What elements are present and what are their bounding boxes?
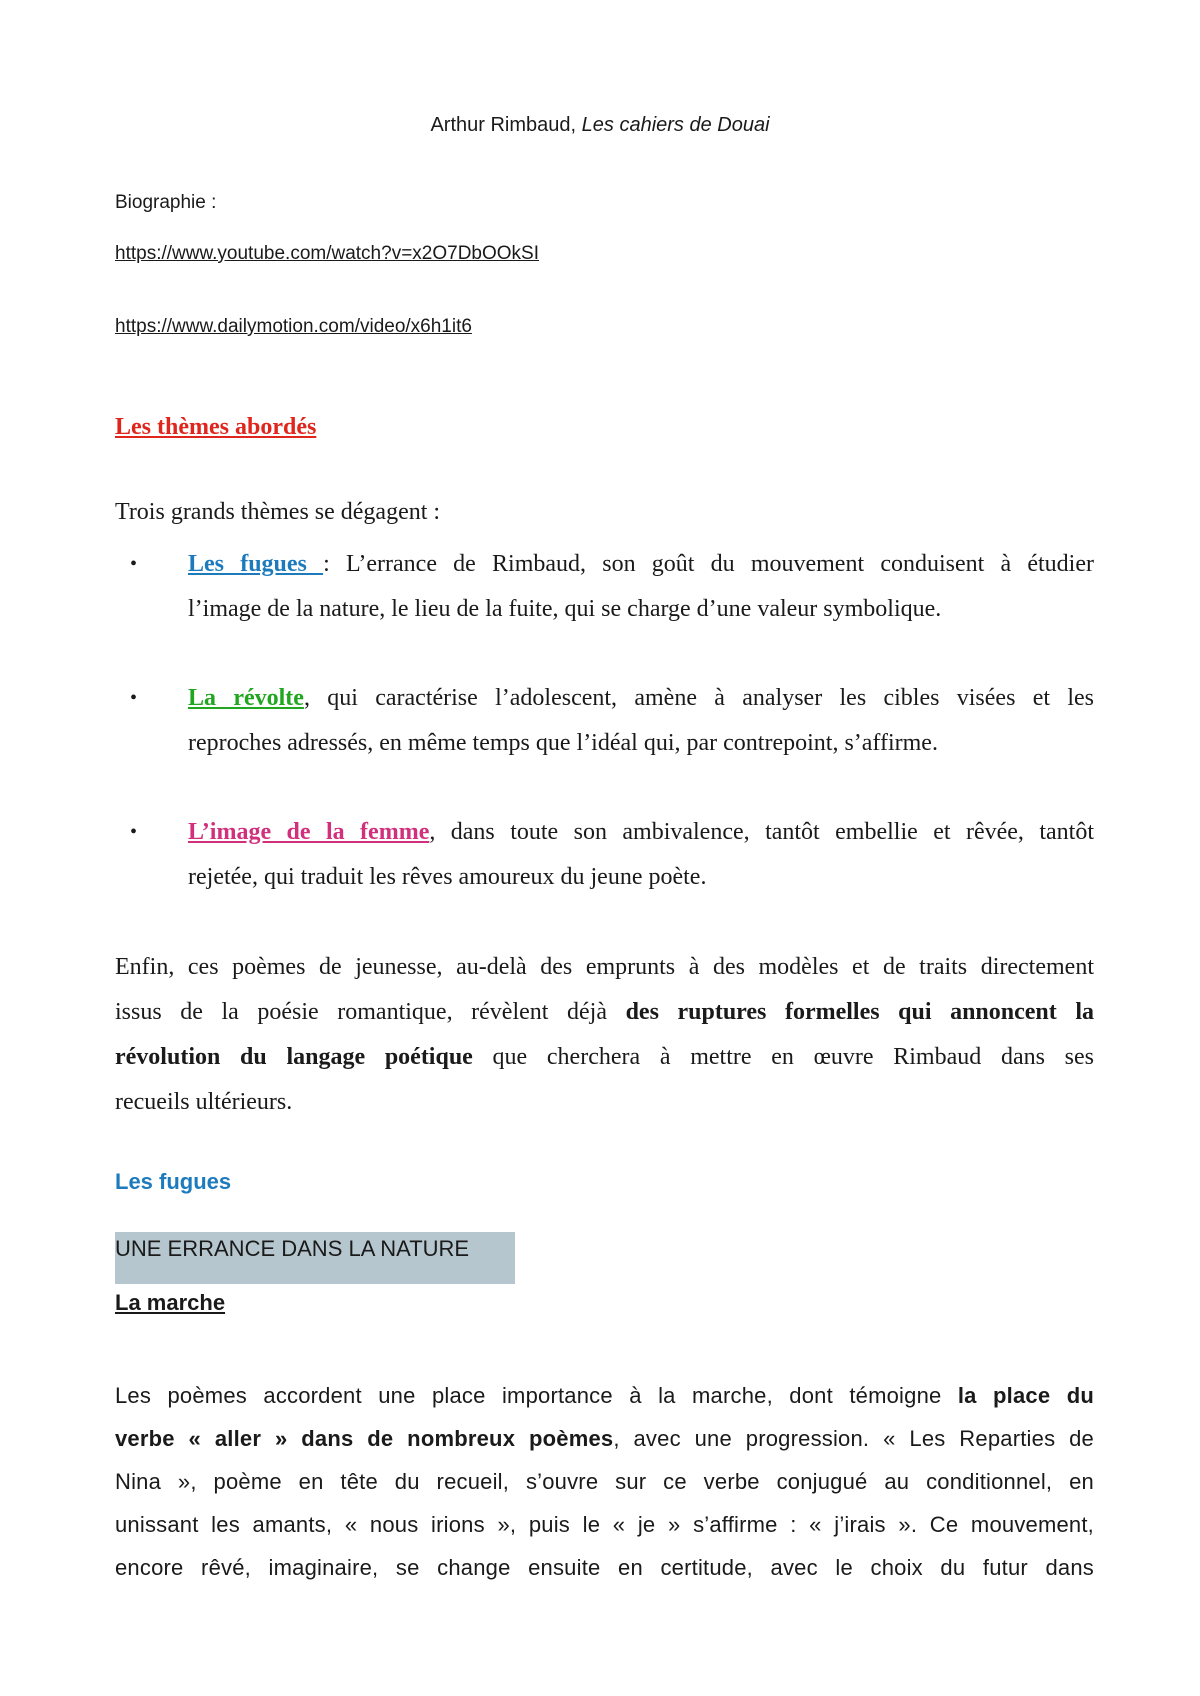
emphasis-text: révolution du langage poétique xyxy=(115,1044,473,1070)
youtube-link[interactable]: https://www.youtube.com/watch?v=x2O7DbOOkSI xyxy=(115,243,539,264)
theme-item-femme xyxy=(130,810,1094,900)
theme-label-femme: L’image de la femme xyxy=(188,819,430,845)
themes-heading: Les thèmes abordés xyxy=(115,414,317,440)
theme-text-line: reproches adressés, en même temps que l’idéal qui, par contrepoint, s’affirme. xyxy=(188,730,938,756)
paragraph-line: issus de la poésie romantique, révèlent déjà xyxy=(115,999,626,1025)
title-work: Les cahiers de Douai xyxy=(581,114,770,136)
theme-label-revolte: La révolte xyxy=(188,685,304,711)
document-title xyxy=(0,114,1200,137)
subsection-heading: La marche xyxy=(115,1290,226,1315)
conclusion-paragraph xyxy=(115,945,1094,1125)
theme-text-line: , qui caractérise l’adolescent, amène à analyser les cibles visées et les xyxy=(303,685,1094,711)
paragraph-line: unissant les amants, « nous irions », puis le « je » s’affirme : « j’irais ». Ce mouvement, xyxy=(115,1512,1094,1537)
body-paragraph xyxy=(115,1374,1094,1589)
themes-intro: Trois grands thèmes se dégagent : xyxy=(115,499,441,525)
bullet-icon: • xyxy=(130,553,138,575)
theme-text-line: rejetée, qui traduit les rêves amoureux du jeune poète. xyxy=(188,864,707,890)
theme-item-fugues xyxy=(130,542,1094,632)
paragraph-line: encore rêvé, imaginaire, se change ensuite en certitude, avec le choix du futur dans xyxy=(115,1555,1094,1580)
subsection-highlight: UNE ERRANCE DANS LA NATURE xyxy=(115,1236,470,1261)
bullet-icon: • xyxy=(130,687,138,709)
title-author: Arthur Rimbaud, xyxy=(430,114,582,136)
emphasis-text: la place du xyxy=(957,1383,1094,1408)
emphasis-text: verbe « aller » dans de nombreux poèmes xyxy=(115,1426,614,1451)
emphasis-text: des ruptures formelles qui annoncent la xyxy=(625,999,1095,1025)
paragraph-line: que cherchera à mettre en œuvre Rimbaud dans ses xyxy=(472,1044,1094,1070)
paragraph-line: Nina », poème en tête du recueil, s’ouvre sur ce verbe conjugué au conditionnel, en xyxy=(115,1469,1094,1494)
theme-label-fugues: Les fugues xyxy=(188,551,324,577)
theme-item-revolte xyxy=(130,676,1094,766)
theme-text-line: , dans toute son ambivalence, tantôt embellie et rêvée, tantôt xyxy=(429,819,1094,845)
paragraph-line: Les poèmes accordent une place importance à la marche, dont témoigne xyxy=(115,1383,958,1408)
paragraph-line: Enfin, ces poèmes de jeunesse, au-delà des emprunts à des modèles et de traits directement xyxy=(115,954,1094,980)
theme-text-line: : L’errance de Rimbaud, son goût du mouvement conduisent à étudier xyxy=(323,551,1094,577)
paragraph-line: , avec une progression. « Les Reparties de xyxy=(613,1426,1094,1451)
paragraph-line: recueils ultérieurs. xyxy=(115,1089,293,1115)
biography-label: Biographie : xyxy=(115,192,217,213)
section-heading: Les fugues xyxy=(115,1169,232,1194)
theme-text-line: l’image de la nature, le lieu de la fuite, qui se charge d’une valeur symbolique. xyxy=(188,596,942,622)
dailymotion-link[interactable]: https://www.dailymotion.com/video/x6h1it6 xyxy=(115,316,472,337)
bullet-icon: • xyxy=(130,821,138,843)
